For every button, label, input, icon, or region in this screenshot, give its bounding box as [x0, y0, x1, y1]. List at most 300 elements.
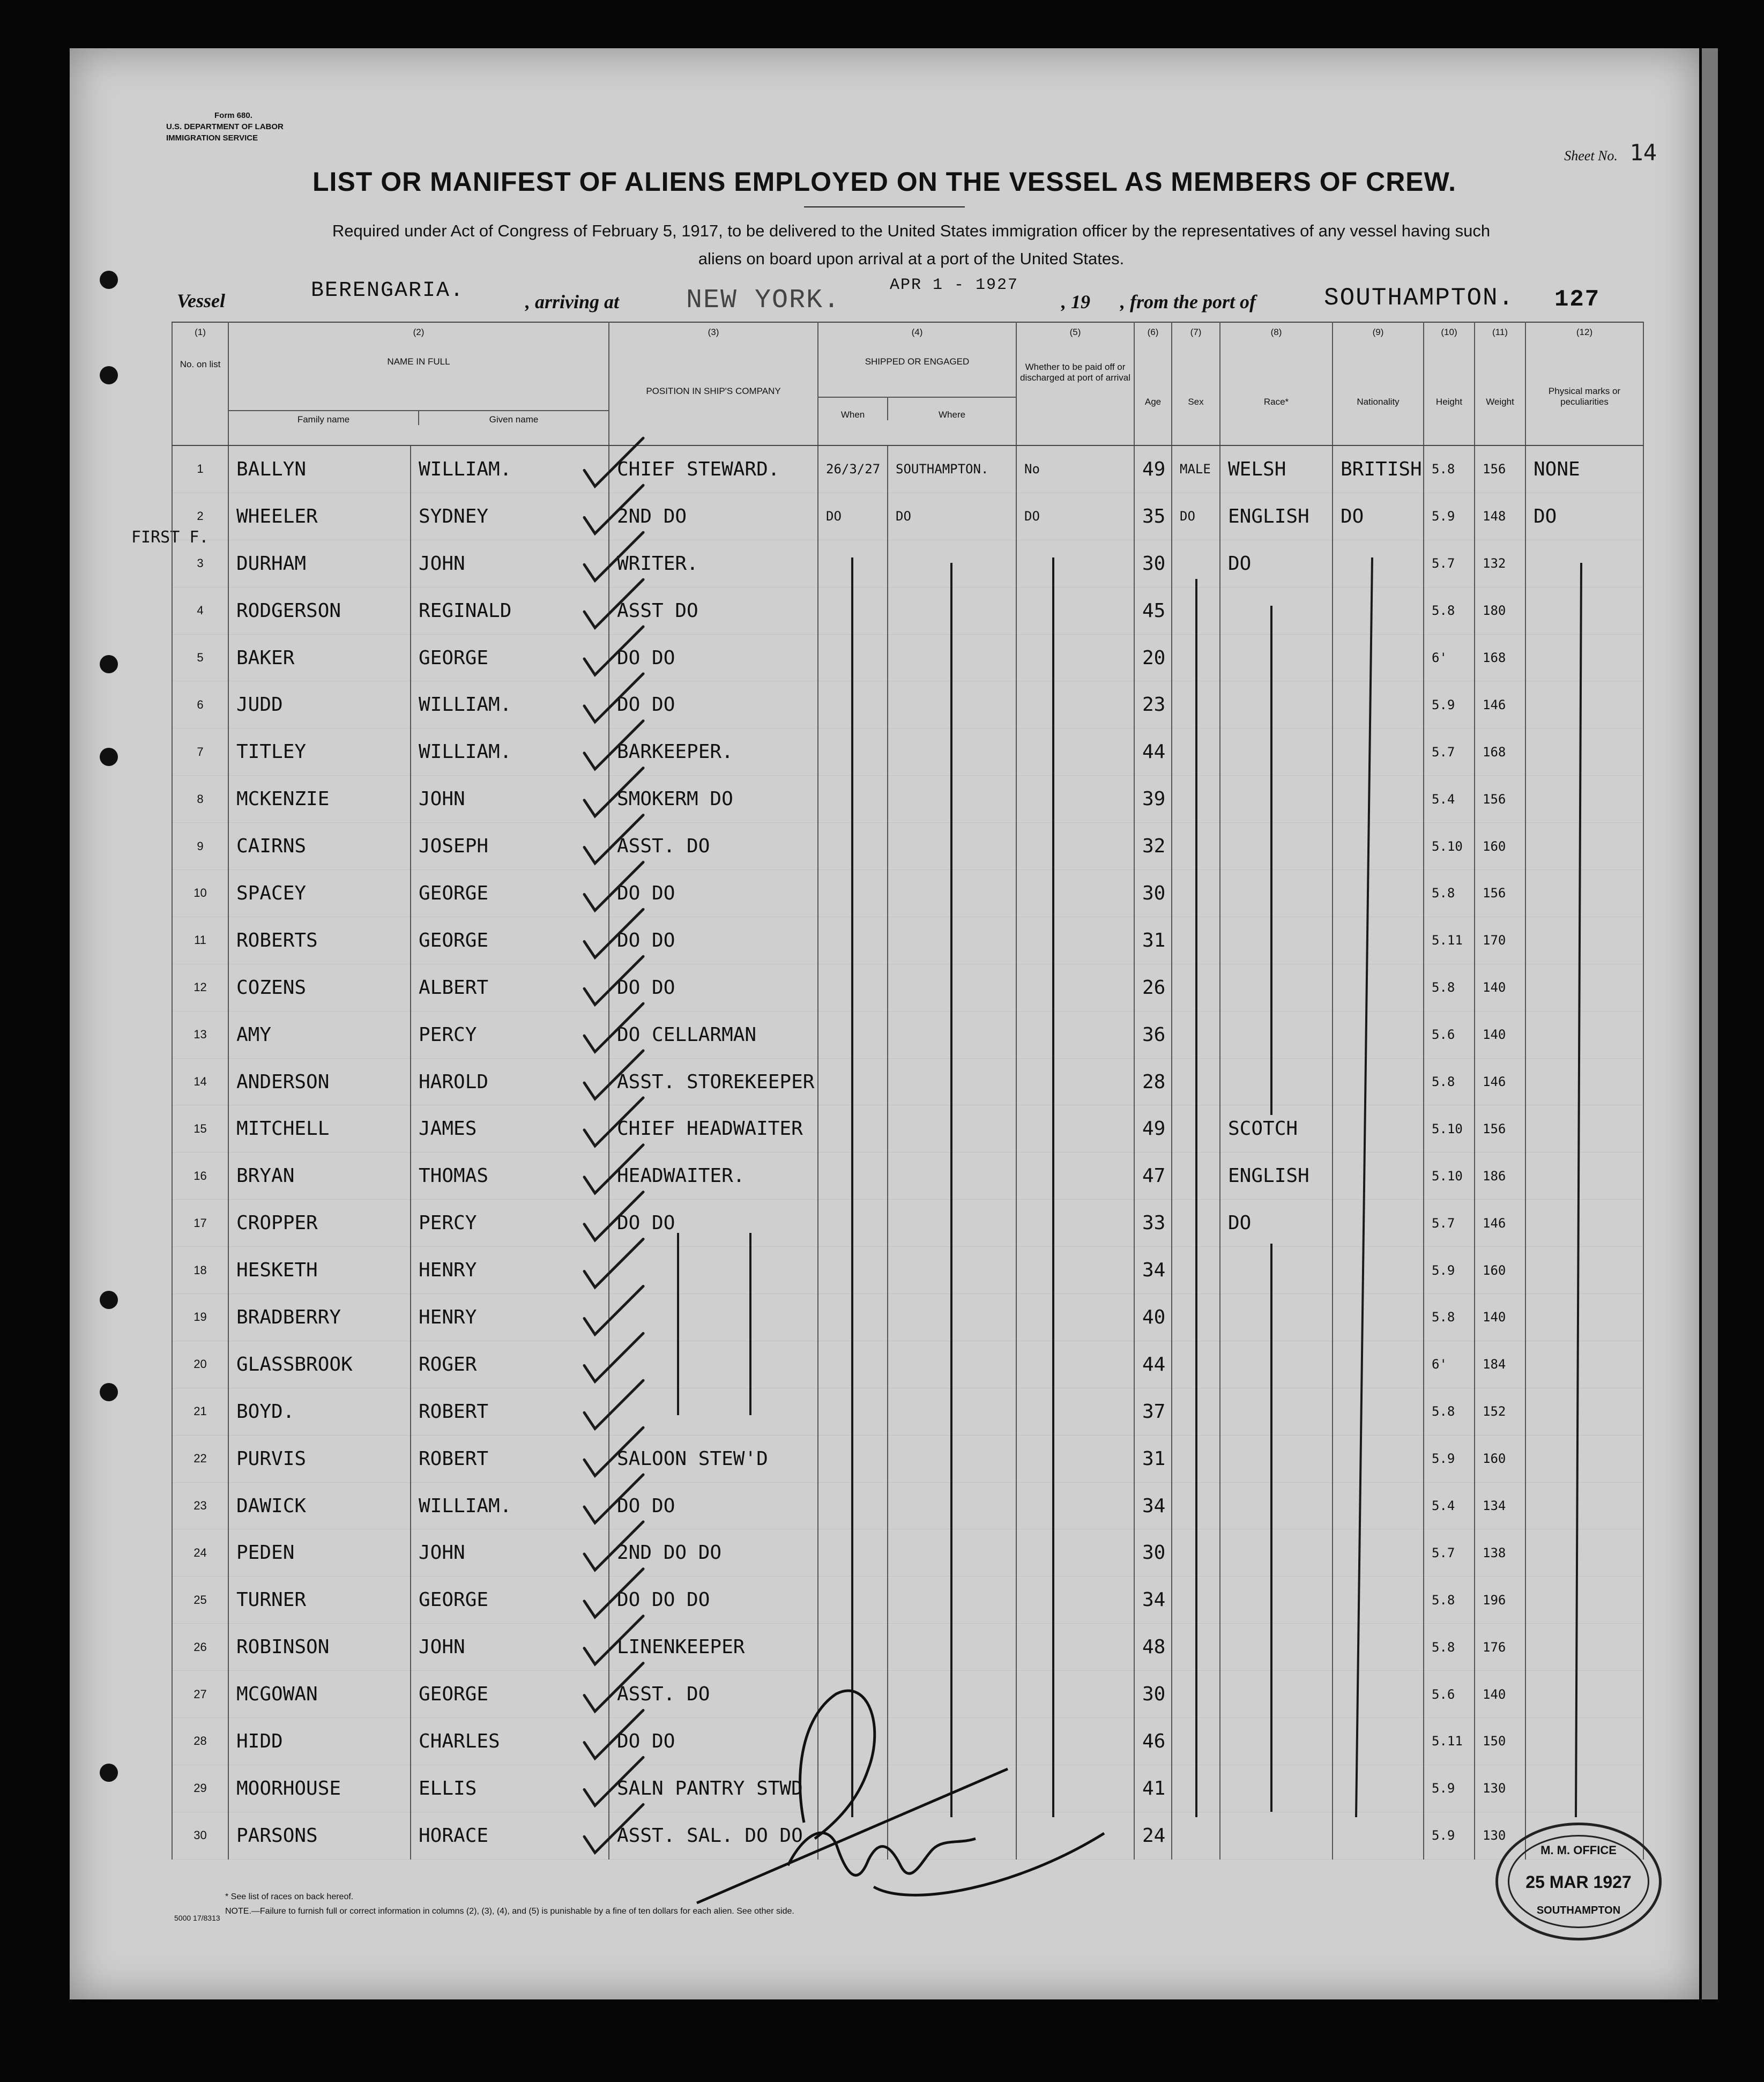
- nationality-cell: BRITISH: [1333, 445, 1424, 493]
- sex-cell: [1172, 1624, 1220, 1671]
- paid-off-cell: [1016, 1058, 1134, 1105]
- age-cell: 41: [1134, 1765, 1172, 1812]
- physical-marks-cell: [1525, 1058, 1643, 1105]
- race-cell: [1220, 1058, 1333, 1105]
- race-cell: [1220, 823, 1333, 870]
- page-subtitle: [172, 217, 1651, 273]
- nationality-cell: [1333, 634, 1424, 681]
- age-cell: 49: [1134, 445, 1172, 493]
- crew-row: [172, 964, 1643, 1011]
- sex-cell: [1172, 1294, 1220, 1341]
- shipped-when-cell: [818, 1247, 888, 1294]
- shipped-where-cell: [888, 587, 1016, 634]
- form-department: U.S. DEPARTMENT OF LABOR: [166, 122, 284, 131]
- crew-row: [172, 1624, 1643, 1671]
- paid-off-cell: [1016, 823, 1134, 870]
- side-note: FIRST F.: [131, 528, 209, 547]
- row-number-cell: 3: [172, 540, 228, 587]
- physical-marks-cell: [1525, 587, 1643, 634]
- physical-marks-cell: [1525, 1152, 1643, 1200]
- weight-cell: 148: [1475, 493, 1525, 540]
- family-name-cell: RODGERSON: [228, 587, 411, 634]
- shipped-where-cell: [888, 870, 1016, 917]
- row-number-cell: 26: [172, 1624, 228, 1671]
- weight-cell: 156: [1475, 1105, 1525, 1152]
- race-cell: DO: [1220, 1200, 1333, 1247]
- punch-hole: [100, 1383, 118, 1401]
- weight-cell: 134: [1475, 1482, 1525, 1529]
- age-cell: 34: [1134, 1577, 1172, 1624]
- nationality-cell: [1333, 1247, 1424, 1294]
- physical-marks-cell: [1525, 1200, 1643, 1247]
- row-number-cell: 18: [172, 1247, 228, 1294]
- height-cell: 5.7: [1424, 728, 1475, 776]
- position-cell: DO DO: [609, 681, 818, 728]
- sex-cell: [1172, 1388, 1220, 1435]
- from-port-label: , from the port of: [1120, 291, 1256, 313]
- position-cell: [609, 1341, 818, 1388]
- col-header-name: (2) NAME IN FULL Family name Given name: [228, 322, 609, 445]
- arriving-label: , arriving at: [525, 291, 620, 313]
- weight-cell: 180: [1475, 587, 1525, 634]
- height-cell: 5.10: [1424, 823, 1475, 870]
- col-header-shipped: (4) SHIPPED OR ENGAGED When Where: [818, 322, 1016, 445]
- race-cell: [1220, 1624, 1333, 1671]
- family-name-cell: AMY: [228, 1011, 411, 1058]
- shipped-when-cell: [818, 1765, 888, 1812]
- nationality-cell: [1333, 1294, 1424, 1341]
- col-header-where: Where: [939, 410, 966, 420]
- shipped-when-cell: [818, 1435, 888, 1482]
- col-header-family-name: Family name: [229, 411, 419, 425]
- age-cell: 46: [1134, 1718, 1172, 1765]
- given-name-cell: ROGER: [411, 1341, 609, 1388]
- stamp-top-text: M. M. OFFICE: [1540, 1843, 1617, 1857]
- physical-marks-cell: [1525, 1577, 1643, 1624]
- col-header-when: When: [818, 398, 888, 420]
- shipped-when-cell: [818, 1200, 888, 1247]
- weight-cell: 186: [1475, 1152, 1525, 1200]
- family-name-cell: JUDD: [228, 681, 411, 728]
- row-number-cell: 10: [172, 870, 228, 917]
- physical-marks-cell: [1525, 1341, 1643, 1388]
- family-name-cell: MCKENZIE: [228, 776, 411, 823]
- height-cell: 5.8: [1424, 870, 1475, 917]
- physical-marks-cell: [1525, 823, 1643, 870]
- family-name-cell: BRADBERRY: [228, 1294, 411, 1341]
- nationality-cell: [1333, 917, 1424, 964]
- crew-row: [172, 1058, 1643, 1105]
- height-cell: 5.8: [1424, 445, 1475, 493]
- shipped-where-cell: [888, 1577, 1016, 1624]
- family-name-cell: DURHAM: [228, 540, 411, 587]
- sex-cell: [1172, 1812, 1220, 1859]
- row-number-cell: 23: [172, 1482, 228, 1529]
- height-cell: 6': [1424, 1341, 1475, 1388]
- shipped-where-cell: [888, 1482, 1016, 1529]
- age-cell: 35: [1134, 493, 1172, 540]
- given-name-cell: WILLIAM.: [411, 728, 609, 776]
- shipped-where-cell: [888, 1200, 1016, 1247]
- row-number-cell: 13: [172, 1011, 228, 1058]
- weight-cell: 152: [1475, 1388, 1525, 1435]
- sex-cell: [1172, 776, 1220, 823]
- year-label: , 19: [1061, 291, 1090, 313]
- physical-marks-cell: [1525, 1435, 1643, 1482]
- height-cell: 5.8: [1424, 964, 1475, 1011]
- family-name-cell: CAIRNS: [228, 823, 411, 870]
- weight-cell: 130: [1475, 1812, 1525, 1859]
- paid-off-cell: [1016, 1577, 1134, 1624]
- shipped-when-cell: [818, 1058, 888, 1105]
- age-cell: 34: [1134, 1482, 1172, 1529]
- given-name-cell: WILLIAM.: [411, 681, 609, 728]
- weight-cell: 156: [1475, 445, 1525, 493]
- paid-off-cell: [1016, 1105, 1134, 1152]
- race-cell: [1220, 964, 1333, 1011]
- row-number-cell: 14: [172, 1058, 228, 1105]
- shipped-when-cell: [818, 1812, 888, 1859]
- race-cell: [1220, 587, 1333, 634]
- crew-row: [172, 917, 1643, 964]
- position-cell: DO DO: [609, 917, 818, 964]
- given-name-cell: SYDNEY: [411, 493, 609, 540]
- shipped-when-cell: [818, 1529, 888, 1577]
- height-cell: 5.10: [1424, 1152, 1475, 1200]
- age-cell: 44: [1134, 728, 1172, 776]
- position-cell: ASST. SAL. DO DO: [609, 1812, 818, 1859]
- race-cell: [1220, 1341, 1333, 1388]
- position-cell: DO DO DO: [609, 1577, 818, 1624]
- position-cell: BARKEEPER.: [609, 728, 818, 776]
- sex-cell: [1172, 634, 1220, 681]
- position-cell: DO DO: [609, 870, 818, 917]
- race-cell: [1220, 917, 1333, 964]
- position-cell: ASST. DO: [609, 823, 818, 870]
- age-cell: 45: [1134, 587, 1172, 634]
- given-name-cell: ALBERT: [411, 964, 609, 1011]
- form-number: Form 680.: [214, 111, 252, 120]
- race-cell: [1220, 1435, 1333, 1482]
- physical-marks-cell: [1525, 1247, 1643, 1294]
- given-name-cell: HORACE: [411, 1812, 609, 1859]
- family-name-cell: GLASSBROOK: [228, 1341, 411, 1388]
- age-cell: 30: [1134, 870, 1172, 917]
- paid-off-cell: No: [1016, 445, 1134, 493]
- sex-cell: [1172, 870, 1220, 917]
- crew-row: [172, 1247, 1643, 1294]
- row-number-cell: 30: [172, 1812, 228, 1859]
- nationality-cell: [1333, 1058, 1424, 1105]
- crew-row: [172, 1482, 1643, 1529]
- shipped-where-cell: [888, 823, 1016, 870]
- position-cell: 2ND DO DO: [609, 1529, 818, 1577]
- position-cell: [609, 1247, 818, 1294]
- race-cell: WELSH: [1220, 445, 1333, 493]
- form-identifier: [150, 110, 327, 144]
- row-number-cell: 7: [172, 728, 228, 776]
- race-cell: DO: [1220, 540, 1333, 587]
- position-cell: DO DO: [609, 1482, 818, 1529]
- nationality-cell: [1333, 1435, 1424, 1482]
- row-number-cell: 28: [172, 1718, 228, 1765]
- paid-off-cell: [1016, 1388, 1134, 1435]
- paid-off-cell: [1016, 917, 1134, 964]
- shipped-when-cell: [818, 823, 888, 870]
- shipped-where-cell: [888, 917, 1016, 964]
- sex-cell: [1172, 1247, 1220, 1294]
- height-cell: 5.8: [1424, 1624, 1475, 1671]
- family-name-cell: WHEELER: [228, 493, 411, 540]
- height-cell: 5.11: [1424, 917, 1475, 964]
- vessel-line: [172, 276, 1662, 316]
- height-cell: 5.10: [1424, 1105, 1475, 1152]
- shipped-when-cell: [818, 1671, 888, 1718]
- position-cell: ASST. DO: [609, 1671, 818, 1718]
- shipped-when-cell: 26/3/27: [818, 445, 888, 493]
- height-cell: 5.8: [1424, 1294, 1475, 1341]
- punch-hole: [100, 1764, 118, 1782]
- given-name-cell: HENRY: [411, 1247, 609, 1294]
- age-cell: 36: [1134, 1011, 1172, 1058]
- shipped-when-cell: [818, 1577, 888, 1624]
- nationality-cell: [1333, 1812, 1424, 1859]
- col-header-height: (10) Height: [1424, 322, 1475, 445]
- crew-row: [172, 1765, 1643, 1812]
- physical-marks-cell: [1525, 1624, 1643, 1671]
- paid-off-cell: [1016, 1812, 1134, 1859]
- punch-hole: [100, 366, 118, 384]
- shipped-where-cell: [888, 728, 1016, 776]
- nationality-cell: [1333, 1388, 1424, 1435]
- weight-cell: 156: [1475, 776, 1525, 823]
- paid-off-cell: [1016, 870, 1134, 917]
- physical-marks-cell: [1525, 1482, 1643, 1529]
- row-number-cell: 21: [172, 1388, 228, 1435]
- position-cell: HEADWAITER.: [609, 1152, 818, 1200]
- row-number-cell: 16: [172, 1152, 228, 1200]
- race-cell: [1220, 1529, 1333, 1577]
- nationality-cell: [1333, 587, 1424, 634]
- race-cell: ENGLISH: [1220, 1152, 1333, 1200]
- family-name-cell: BALLYN: [228, 445, 411, 493]
- position-cell: SMOKERM DO: [609, 776, 818, 823]
- height-cell: 5.9: [1424, 1812, 1475, 1859]
- crew-row: [172, 1812, 1643, 1859]
- family-name-cell: HESKETH: [228, 1247, 411, 1294]
- sex-cell: MALE: [1172, 445, 1220, 493]
- shipped-where-cell: [888, 1529, 1016, 1577]
- sheet-number-value: 14: [1629, 139, 1657, 166]
- shipped-where-cell: [888, 1247, 1016, 1294]
- paid-off-cell: [1016, 776, 1134, 823]
- shipped-when-cell: [818, 1482, 888, 1529]
- weight-cell: 156: [1475, 870, 1525, 917]
- shipped-when-cell: [818, 1105, 888, 1152]
- shipped-where-cell: [888, 1671, 1016, 1718]
- given-name-cell: WILLIAM.: [411, 1482, 609, 1529]
- row-number-cell: 12: [172, 964, 228, 1011]
- paid-off-cell: [1016, 1624, 1134, 1671]
- height-cell: 5.8: [1424, 587, 1475, 634]
- row-number-cell: 2: [172, 493, 228, 540]
- crew-row: [172, 634, 1643, 681]
- shipped-where-cell: SOUTHAMPTON.: [888, 445, 1016, 493]
- shipped-where-cell: [888, 1105, 1016, 1152]
- height-cell: 5.7: [1424, 1529, 1475, 1577]
- family-name-cell: DAWICK: [228, 1482, 411, 1529]
- race-cell: [1220, 1812, 1333, 1859]
- weight-cell: 138: [1475, 1529, 1525, 1577]
- crew-row: [172, 540, 1643, 587]
- age-cell: 30: [1134, 1529, 1172, 1577]
- nationality-cell: [1333, 1152, 1424, 1200]
- sex-cell: [1172, 540, 1220, 587]
- position-cell: SALOON STEW'D: [609, 1435, 818, 1482]
- shipped-where-cell: [888, 1058, 1016, 1105]
- family-name-cell: BAKER: [228, 634, 411, 681]
- shipped-when-cell: [818, 964, 888, 1011]
- weight-cell: 146: [1475, 1200, 1525, 1247]
- row-number-cell: 6: [172, 681, 228, 728]
- crew-row: [172, 1200, 1643, 1247]
- position-cell: SALN PANTRY STWD: [609, 1765, 818, 1812]
- race-cell: [1220, 1671, 1333, 1718]
- shipped-when-cell: [818, 1624, 888, 1671]
- physical-marks-cell: [1525, 964, 1643, 1011]
- crew-row: [172, 681, 1643, 728]
- given-name-cell: JOSEPH: [411, 823, 609, 870]
- age-cell: 26: [1134, 964, 1172, 1011]
- height-cell: 5.9: [1424, 1765, 1475, 1812]
- height-cell: 5.8: [1424, 1388, 1475, 1435]
- height-cell: 5.8: [1424, 1577, 1475, 1624]
- sheet-number-label: Sheet No.: [1564, 148, 1618, 163]
- given-name-cell: JOHN: [411, 540, 609, 587]
- height-cell: 5.4: [1424, 776, 1475, 823]
- paid-off-cell: [1016, 1152, 1134, 1200]
- shipped-when-cell: [818, 634, 888, 681]
- paid-off-cell: [1016, 1482, 1134, 1529]
- sheet-number: [1564, 139, 1657, 166]
- shipped-where-cell: [888, 964, 1016, 1011]
- race-cell: [1220, 1011, 1333, 1058]
- col-header-age: (6) Age: [1134, 322, 1172, 445]
- footnote-penalty: NOTE.—Failure to furnish full or correct information in columns (2), (3), (4), and (5) is punishable by a fine of ten dollars for each alien. See other side.: [225, 1907, 794, 1916]
- nationality-cell: [1333, 681, 1424, 728]
- paid-off-cell: [1016, 1341, 1134, 1388]
- weight-cell: 150: [1475, 1718, 1525, 1765]
- family-name-cell: MCGOWAN: [228, 1671, 411, 1718]
- position-cell: CHIEF HEADWAITER: [609, 1105, 818, 1152]
- paid-off-cell: [1016, 681, 1134, 728]
- physical-marks-cell: [1525, 1388, 1643, 1435]
- age-cell: 32: [1134, 823, 1172, 870]
- shipped-when-cell: [818, 1152, 888, 1200]
- physical-marks-cell: [1525, 1105, 1643, 1152]
- arrival-date-stamp: APR 1 - 1927: [890, 276, 1019, 294]
- shipped-where-cell: [888, 1294, 1016, 1341]
- given-name-cell: HENRY: [411, 1294, 609, 1341]
- sex-cell: [1172, 964, 1220, 1011]
- footnote-races: * See list of races on back hereof.: [225, 1892, 354, 1901]
- physical-marks-cell: [1525, 776, 1643, 823]
- weight-cell: 184: [1475, 1341, 1525, 1388]
- given-name-cell: WILLIAM.: [411, 445, 609, 493]
- sex-cell: [1172, 1058, 1220, 1105]
- weight-cell: 160: [1475, 1247, 1525, 1294]
- family-name-cell: TITLEY: [228, 728, 411, 776]
- race-cell: [1220, 1718, 1333, 1765]
- physical-marks-cell: DO: [1525, 493, 1643, 540]
- shipped-where-cell: [888, 1011, 1016, 1058]
- nationality-cell: DO: [1333, 493, 1424, 540]
- sex-cell: [1172, 1671, 1220, 1718]
- shipped-where-cell: [888, 1341, 1016, 1388]
- race-cell: [1220, 1388, 1333, 1435]
- physical-marks-cell: [1525, 1294, 1643, 1341]
- nationality-cell: [1333, 1105, 1424, 1152]
- weight-cell: 168: [1475, 634, 1525, 681]
- position-cell: DO DO: [609, 634, 818, 681]
- given-name-cell: GEORGE: [411, 1671, 609, 1718]
- shipped-where-cell: [888, 776, 1016, 823]
- row-number-cell: 20: [172, 1341, 228, 1388]
- age-cell: 47: [1134, 1152, 1172, 1200]
- shipped-where-cell: [888, 634, 1016, 681]
- nationality-cell: [1333, 1577, 1424, 1624]
- race-cell: [1220, 634, 1333, 681]
- shipped-where-cell: [888, 1718, 1016, 1765]
- height-cell: 5.8: [1424, 1058, 1475, 1105]
- crew-row: [172, 1105, 1643, 1152]
- position-cell: DO DO: [609, 964, 818, 1011]
- crew-row: [172, 1011, 1643, 1058]
- shipped-when-cell: [818, 587, 888, 634]
- row-number-cell: 29: [172, 1765, 228, 1812]
- height-cell: 5.9: [1424, 493, 1475, 540]
- weight-cell: 140: [1475, 964, 1525, 1011]
- sex-cell: [1172, 1341, 1220, 1388]
- given-name-cell: JOHN: [411, 776, 609, 823]
- paid-off-cell: [1016, 1247, 1134, 1294]
- crew-row: [172, 587, 1643, 634]
- paid-off-cell: [1016, 587, 1134, 634]
- nationality-cell: [1333, 870, 1424, 917]
- race-cell: [1220, 1247, 1333, 1294]
- paid-off-cell: [1016, 1671, 1134, 1718]
- family-name-cell: ROBINSON: [228, 1624, 411, 1671]
- age-cell: 28: [1134, 1058, 1172, 1105]
- crew-row: [172, 1577, 1643, 1624]
- physical-marks-cell: [1525, 1529, 1643, 1577]
- physical-marks-cell: [1525, 1718, 1643, 1765]
- sex-cell: [1172, 1011, 1220, 1058]
- sex-cell: [1172, 917, 1220, 964]
- nationality-cell: [1333, 1011, 1424, 1058]
- age-cell: 30: [1134, 1671, 1172, 1718]
- shipped-where-cell: [888, 1765, 1016, 1812]
- sex-cell: [1172, 1577, 1220, 1624]
- family-name-cell: HIDD: [228, 1718, 411, 1765]
- weight-cell: 140: [1475, 1011, 1525, 1058]
- weight-cell: 140: [1475, 1294, 1525, 1341]
- age-cell: 31: [1134, 1435, 1172, 1482]
- family-name-cell: MITCHELL: [228, 1105, 411, 1152]
- sex-cell: [1172, 1200, 1220, 1247]
- weight-cell: 130: [1475, 1765, 1525, 1812]
- punch-hole: [100, 748, 118, 766]
